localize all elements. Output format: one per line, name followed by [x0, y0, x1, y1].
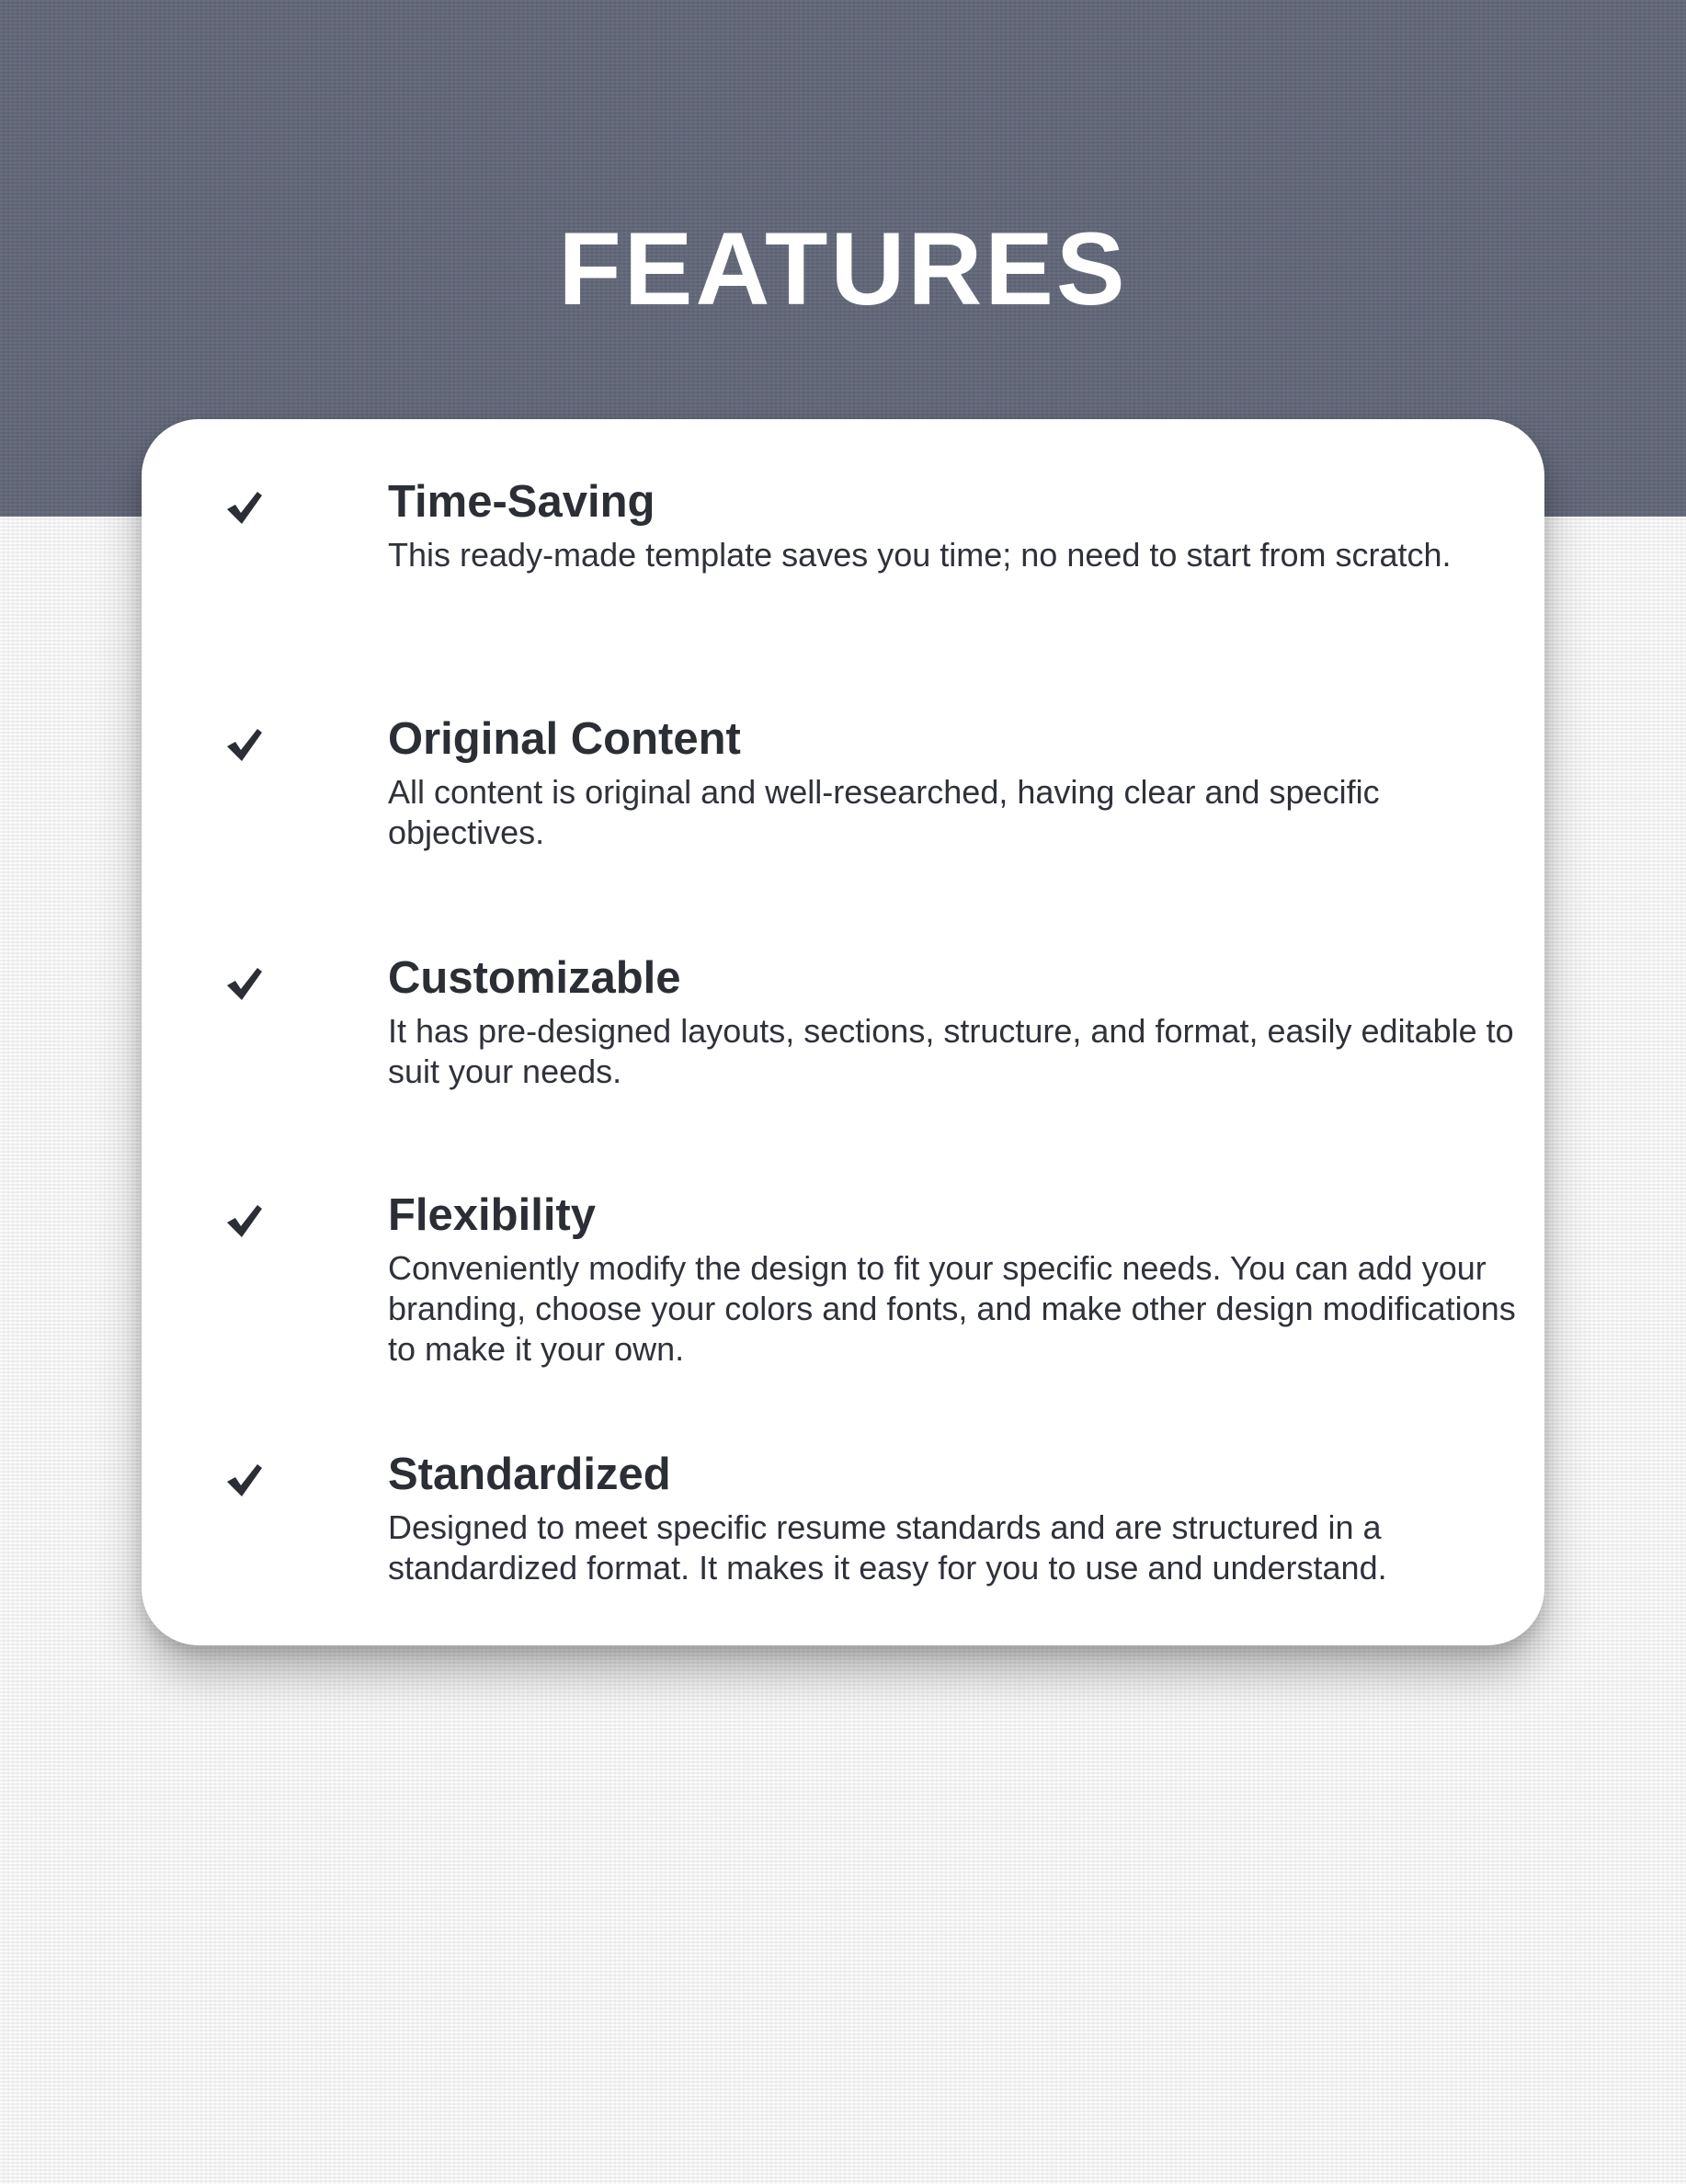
feature-title: Flexibility — [388, 1190, 597, 1240]
feature-description: All content is original and well-researched, having clear and specific objectives. — [388, 773, 1380, 851]
feature-description: It has pre-designed layouts, sections, structure, and format, easily editable to suit your needs. — [388, 1012, 1514, 1090]
feature-title: Customizable — [388, 953, 681, 1003]
feature-title: Time-Saving — [388, 477, 655, 527]
page-title: FEATURES — [558, 211, 1128, 326]
checkmark-icon — [224, 963, 265, 1004]
checkmark-icon — [224, 1460, 265, 1500]
features-card — [142, 419, 1544, 1645]
feature-description: This ready-made template saves you time; no need to start from scratch. — [388, 536, 1452, 574]
feature-title: Original Content — [388, 714, 741, 764]
checkmark-icon — [224, 1200, 265, 1241]
feature-description: Designed to meet specific resume standards and are structured in a standardized format. It makes it easy for you to use and understand. — [388, 1508, 1387, 1587]
feature-description: Conveniently modify the design to fit your specific needs. You can add your branding, choose your colors and fonts, and make other design modifications to make it your own. — [388, 1249, 1516, 1368]
checkmark-icon — [224, 487, 265, 528]
checkmark-icon — [224, 724, 265, 765]
feature-title: Standardized — [388, 1450, 671, 1499]
